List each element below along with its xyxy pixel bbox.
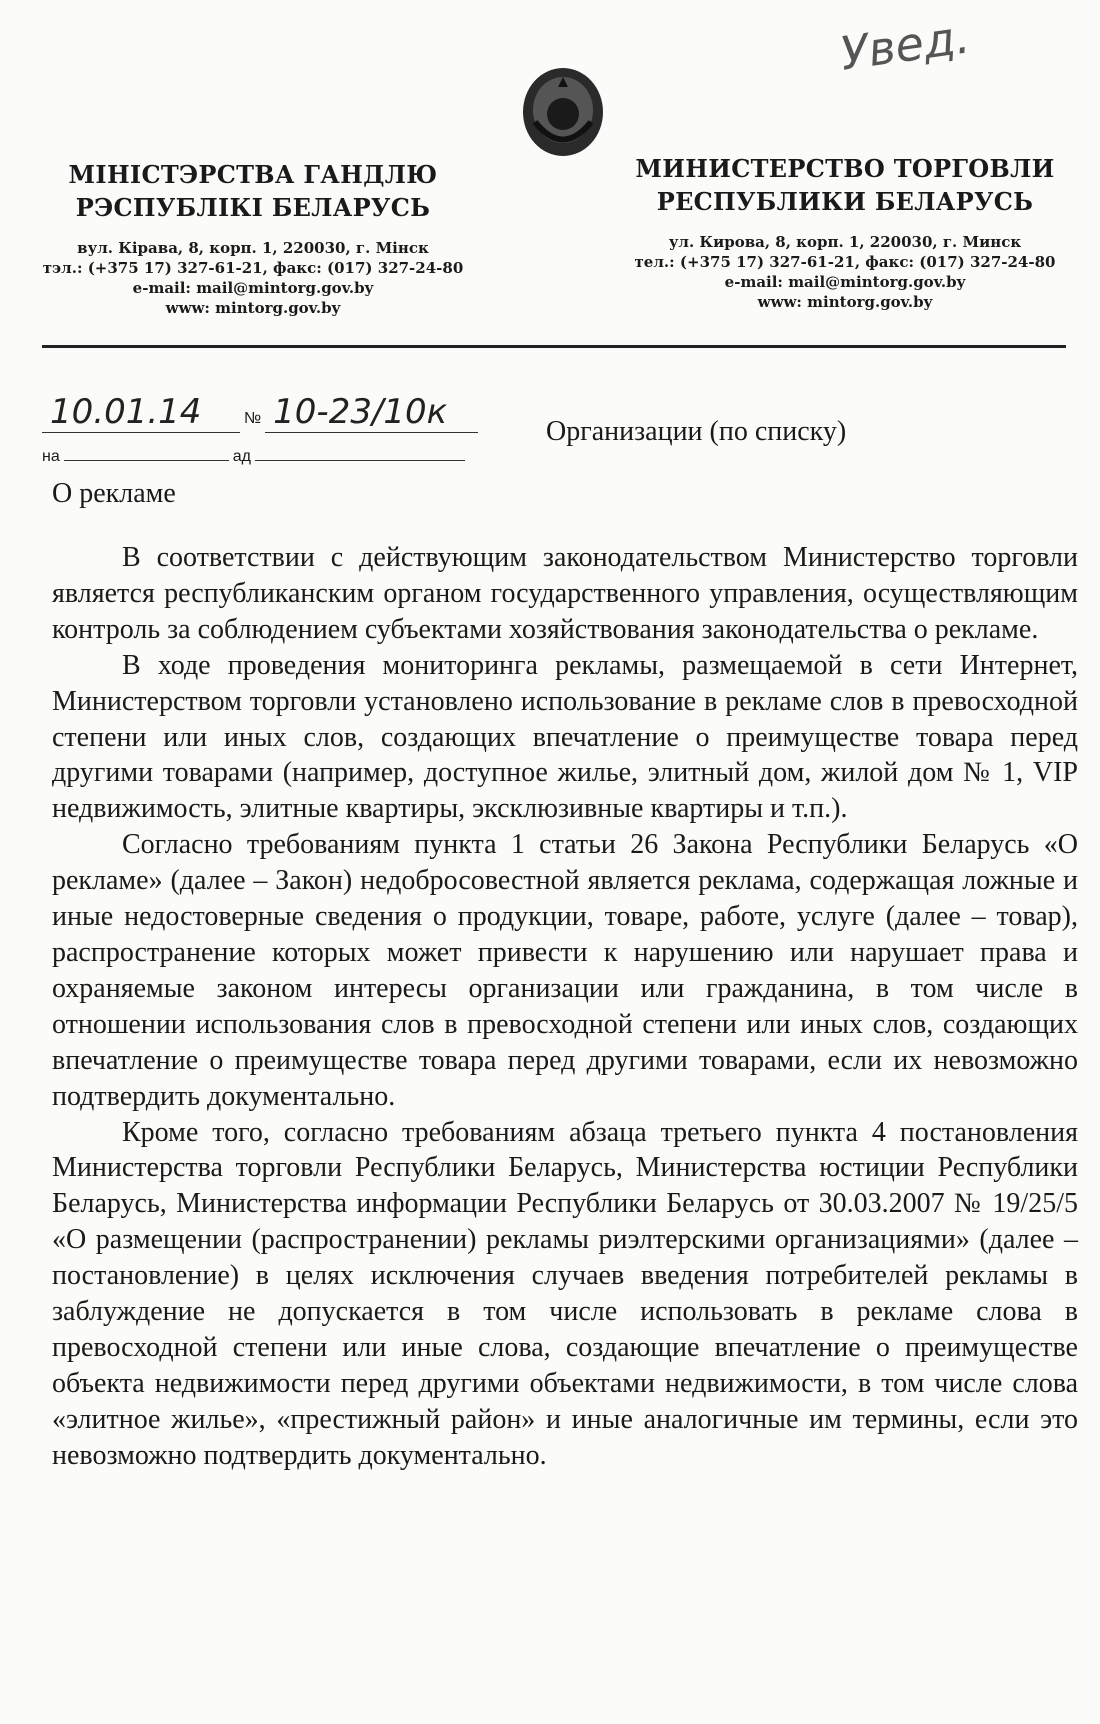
phone: тел.: (+375 17) 327-61-21, факс: (017) 327-24-80 bbox=[634, 253, 1056, 271]
paragraph: Кроме того, согласно требованиям абзаца третьего пункта 4 постановления Министерства торговли Республики Беларусь, Министерства юстиции Республики Беларусь, Министерства информации Республики Беларусь от 30.03.2007 № 19/25/5 «О размещении (распространении) рекламы риэлтерскими организациями» (далее – постановление) в целях исключения случаев введения потребителей рекламы в заблуждение не допускается в том числе использовать в рекламе слова в превосходной степени или иные слова, создающие впечатление о преимуществе объекта недвижимости перед другими объектами недвижимости, в том числе слова «элитное жилье», «престижный район» и иные аналогичные им термины, если это невозможно подтвердить документально. bbox=[52, 1116, 1078, 1471]
on-label: на bbox=[42, 448, 60, 465]
header-divider bbox=[42, 345, 1066, 348]
number-label: № bbox=[244, 410, 262, 427]
ministry-name-belarusian: МІНІСТЭРСТВА ГАНДЛЮ bbox=[68, 160, 438, 189]
registration-line bbox=[42, 392, 478, 433]
coat-of-arms-emblem bbox=[515, 62, 611, 162]
letter-body bbox=[52, 540, 1078, 1474]
header-left bbox=[40, 158, 466, 318]
addressee: Организации (по списку) bbox=[546, 416, 847, 447]
header-right bbox=[612, 152, 1078, 312]
paragraph: В соответствии с действующим законодательством Министерство торговли является республиканским органом государственного управления, осуществляющим контроль за соблюдением субъектами хозяйствования законодательства о рекламе. bbox=[52, 542, 1078, 645]
paragraph: Согласно требованиям пункта 1 статьи 26 Закона Республики Беларусь «О рекламе» (далее – Закон) недобросовестной является реклама, содержащая ложные и иные недостоверные сведения о продукции, товаре, работе, услуге (далее – товар), распространение которых может привести к нарушению или нарушает права и охраняемые законом интересы организации или гражданина, в том числе в отношении использования слов в превосходной степени или иных слов, создающих впечатление о преимуществе товара перед другими товарами, если их невозможно подтвердить документально. bbox=[52, 829, 1078, 1112]
address: вул. Кірава, 8, корп. 1, 220030, г. Мінск bbox=[77, 239, 429, 257]
address: ул. Кирова, 8, корп. 1, 220030, г. Минск bbox=[668, 233, 1022, 251]
email: e-mail: mail@mintorg.gov.by bbox=[724, 273, 966, 291]
document-number: 10-23/10к bbox=[265, 392, 478, 433]
phone: тэл.: (+375 17) 327-61-21, факс: (017) 327-24-80 bbox=[42, 259, 464, 277]
reply-line bbox=[42, 448, 465, 466]
website: www: mintorg.gov.by bbox=[165, 299, 341, 317]
document-date: 10.01.14 bbox=[42, 392, 240, 433]
republic-name-belarusian: РЭСПУБЛІКІ БЕЛАРУСЬ bbox=[75, 193, 431, 222]
republic-name-russian: РЕСПУБЛИКИ БЕЛАРУСЬ bbox=[656, 187, 1034, 216]
from-label: ад bbox=[232, 448, 251, 465]
website: www: mintorg.gov.by bbox=[757, 293, 933, 311]
ministry-name-russian: МИНИСТЕРСТВО ТОРГОВЛИ bbox=[635, 154, 1055, 183]
handwritten-mark: Увед. bbox=[836, 9, 974, 81]
email: e-mail: mail@mintorg.gov.by bbox=[132, 279, 374, 297]
paragraph: В ходе проведения мониторинга рекламы, размещаемой в сети Интернет, Министерством торговли установлено использование в рекламе слов в превосходной степени или иных слов, создающих впечатление о преимуществе товара перед другими товарами (например, доступное жилье, элитный дом, жилой дом № 1, VIP недвижимость, элитные квартиры, эксклюзивные квартиры и т.п.). bbox=[52, 649, 1078, 825]
subject: О рекламе bbox=[52, 478, 176, 509]
